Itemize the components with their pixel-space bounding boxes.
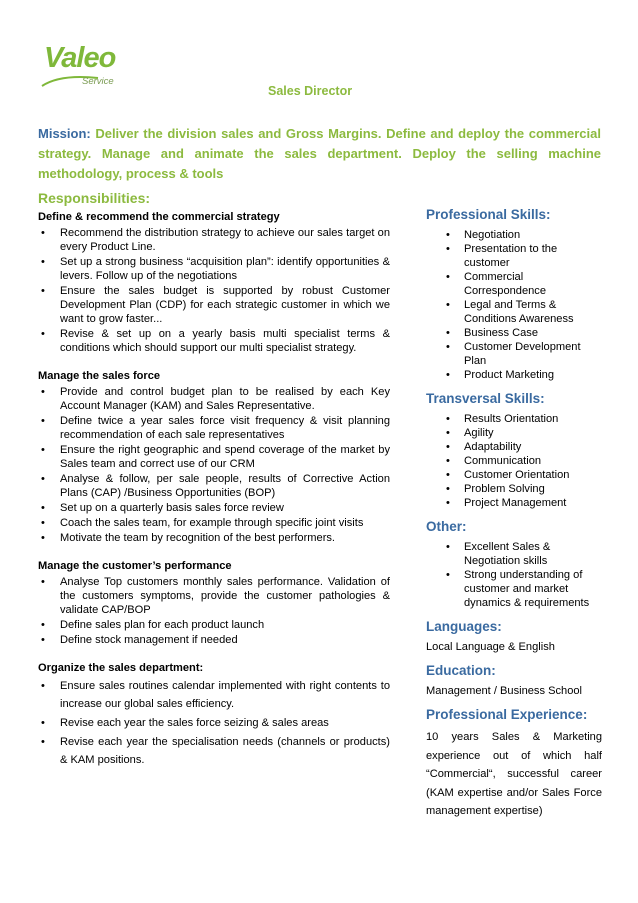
page-title: Sales Director — [268, 84, 353, 98]
list-item: • Customer Orientation — [426, 468, 602, 482]
list-item: • Negotiation — [426, 228, 602, 242]
section-title: Manage the sales force — [38, 370, 161, 382]
section-sales-force — [38, 369, 390, 545]
section-title: Manage the customer’s performance — [38, 560, 232, 572]
list-item: • Excellent Sales & Negotiation skills — [426, 540, 602, 568]
education-heading: Education: — [426, 663, 496, 678]
logo-main-text: Valeo — [44, 42, 116, 74]
bullet-list — [38, 677, 390, 769]
professional-skills-list — [426, 228, 602, 382]
list-item: • Business Case — [426, 326, 602, 340]
list-item: • Revise & set up on a yearly basis multi specialist terms & conditions which should support our multi specialist strategy. — [38, 327, 390, 355]
list-item: • Customer Development Plan — [426, 340, 602, 368]
valeo-service-logo — [40, 42, 140, 98]
list-item: • Set up on a quarterly basis sales force review — [38, 501, 390, 515]
list-item: • Define stock management if needed — [38, 633, 390, 647]
list-item: • Define twice a year sales force visit frequency & visit planning recommendation of each sale representatives — [38, 414, 390, 442]
list-item: • Coach the sales team, for example through specific joint visits — [38, 516, 390, 530]
education-text: Management / Business School — [426, 685, 583, 697]
list-item: • Ensure the right geographic and spend coverage of the market by Sales team and correct use of our CRM — [38, 443, 390, 471]
list-item: • Agility — [426, 426, 602, 440]
list-item: • Problem Solving — [426, 482, 602, 496]
list-item: • Presentation to the customer — [426, 242, 602, 270]
mission-label: Mission: — [38, 126, 91, 141]
list-item: • Commercial Correspondence — [426, 270, 602, 298]
list-item: • Provide and control budget plan to be realised by each Key Account Manager (KAM) and Sales Representative. — [38, 385, 390, 413]
list-item: • Project Management — [426, 496, 602, 510]
languages-heading: Languages: — [426, 619, 502, 634]
transversal-skills-list — [426, 412, 602, 510]
experience-text: 10 years Sales & Marketing experience out of which half “Commercial“, successful career (KAM expertise and/or Sales Force management expertise) — [426, 731, 602, 817]
list-item: • Define sales plan for each product launch — [38, 618, 390, 632]
bullet-list — [38, 385, 390, 545]
list-item: • Analyse & follow, per sale people, results of Corrective Action Plans (CAP) /Business Opportunities (BOP) — [38, 472, 390, 500]
responsibilities-column — [38, 210, 390, 779]
list-item: • Recommend the distribution strategy to achieve our sales target on every Product Line. — [38, 226, 390, 254]
list-item: • Legal and Terms & Conditions Awareness — [426, 298, 602, 326]
section-customer-performance — [38, 559, 390, 647]
bullet-list — [38, 226, 390, 355]
bullet-list — [38, 575, 390, 647]
section-commercial-strategy — [38, 210, 390, 355]
list-item: • Ensure sales routines calendar implemented with right contents to increase our global sales efficiency. — [38, 677, 390, 713]
professional-skills-heading: Professional Skills: — [426, 207, 551, 222]
responsibilities-heading: Responsibilities: — [38, 190, 151, 206]
mission-text: Deliver the division sales and Gross Margins. Define and deploy the commercial strategy. Manage and animate the sales department. Deploy the selling machine methodology, process & tools — [38, 126, 601, 181]
list-item: • Analyse Top customers monthly sales performance. Validation of the customers symptoms, provide the customer pathologies & validate CAP/BOP — [38, 575, 390, 617]
languages-text: Local Language & English — [426, 641, 555, 653]
logo-sub-text: Service — [82, 76, 114, 87]
mission-statement — [38, 124, 601, 184]
transversal-skills-heading: Transversal Skills: — [426, 391, 545, 406]
skills-column — [426, 208, 602, 831]
section-title: Organize the sales department: — [38, 662, 204, 674]
section-title: Define & recommend the commercial strategy — [38, 211, 280, 223]
experience-heading: Professional Experience: — [426, 707, 588, 722]
list-item: • Motivate the team by recognition of the best performers. — [38, 531, 390, 545]
list-item: • Revise each year the sales force seizing & sales areas — [38, 714, 390, 732]
list-item: • Strong understanding of customer and market dynamics & requirements — [426, 568, 602, 610]
list-item: • Adaptability — [426, 440, 602, 454]
list-item: • Results Orientation — [426, 412, 602, 426]
other-heading: Other: — [426, 519, 467, 534]
section-organize-department — [38, 661, 390, 769]
list-item: • Set up a strong business “acquisition plan”: identify opportunities & levers. Follow up of the negotiations — [38, 255, 390, 283]
list-item: • Communication — [426, 454, 602, 468]
list-item: • Product Marketing — [426, 368, 602, 382]
list-item: • Ensure the sales budget is supported by robust Customer Development Plan (CDP) for each strategic customer in which we want to grow faster... — [38, 284, 390, 326]
list-item: • Revise each year the specialisation needs (channels or products) & KAM positions. — [38, 733, 390, 769]
other-list — [426, 540, 602, 610]
